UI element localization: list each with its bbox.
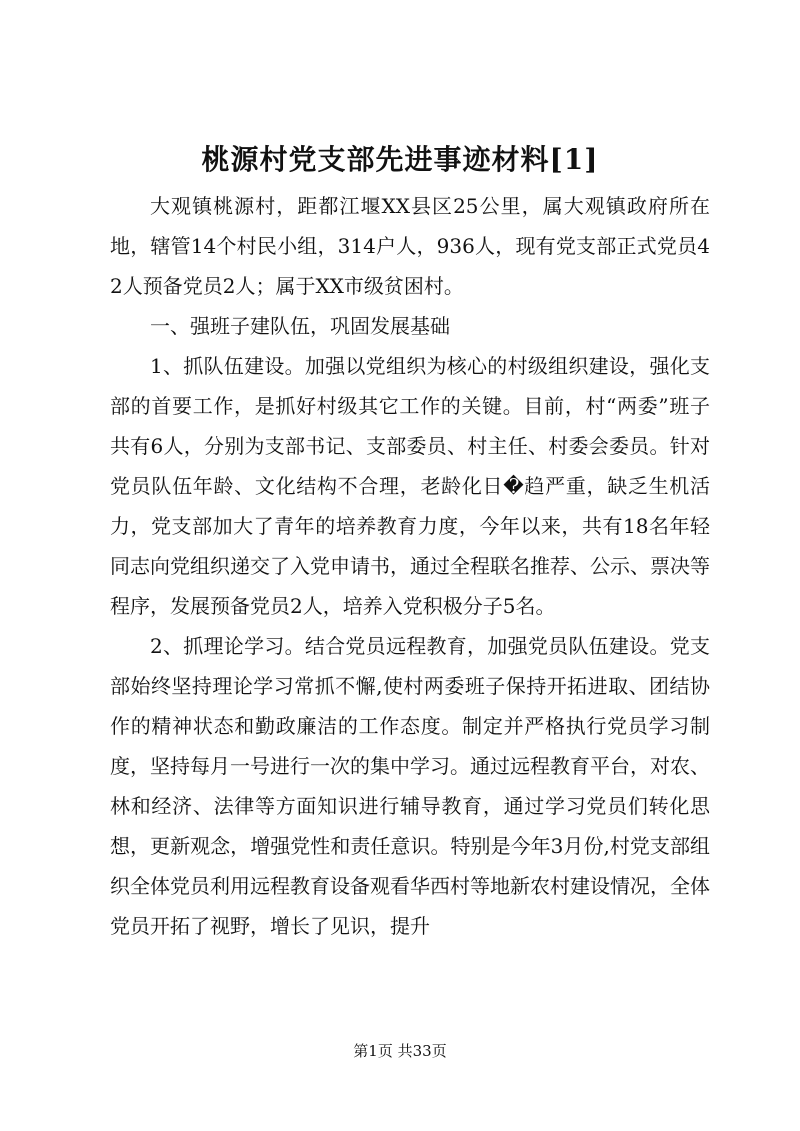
section-heading: 一、强班子建队伍，巩固发展基础 (150, 314, 450, 338)
paragraph-theory-study: 2、抓理论学习。结合党员远程教育，加强党员队伍建设。党支部始终坚持理论学习常抓不懈,使村两委班子保持开拓进取、团结协作的精神状态和勤政廉洁的工作态度。制定并严格执行党员学习制度，坚持每月一号进行一次的集中学习。通过远程教育平台，对农、林和经济、法律等方面知识进行辅导教育，通过学习党员们转化思想，更新观念，增强党性和责任意识。特别是今年3月份,村党支部组织全体党员利用远程教育设备观看华西村等地新农村建设情况，全体党员开拓了视野，增长了见识，提升 (110, 634, 710, 938)
paragraph-intro: 大观镇桃源村，距都江堰XX县区25公里，属大观镇政府所在地，辖管14个村民小组，314户人，936人，现有党支部正式党员42人预备党员2人；属于XX市级贫困村。 (110, 194, 710, 298)
document-body (110, 186, 710, 946)
paragraph-team-building: 1、抓队伍建设。加强以党组织为核心的村级组织建设，强化支部的首要工作，是抓好村级其它工作的关键。目前，村“两委”班子共有6人，分别为支部书记、支部委员、村主任、村委会委员。针对党员队伍年龄、文化结构不合理，老龄化日�趋严重，缺乏生机活力，党支部加大了青年的培养教育力度，今年以来，共有18名年轻同志向党组织递交了入党申请书，通过全程联名推荐、公示、票决等程序，发展预备党员2人，培养入党积极分子5名。 (110, 354, 710, 618)
page-number: 第1页 共33页 (353, 1042, 447, 1060)
document-title: 桃源村党支部先进事迹材料[1] (201, 143, 599, 176)
